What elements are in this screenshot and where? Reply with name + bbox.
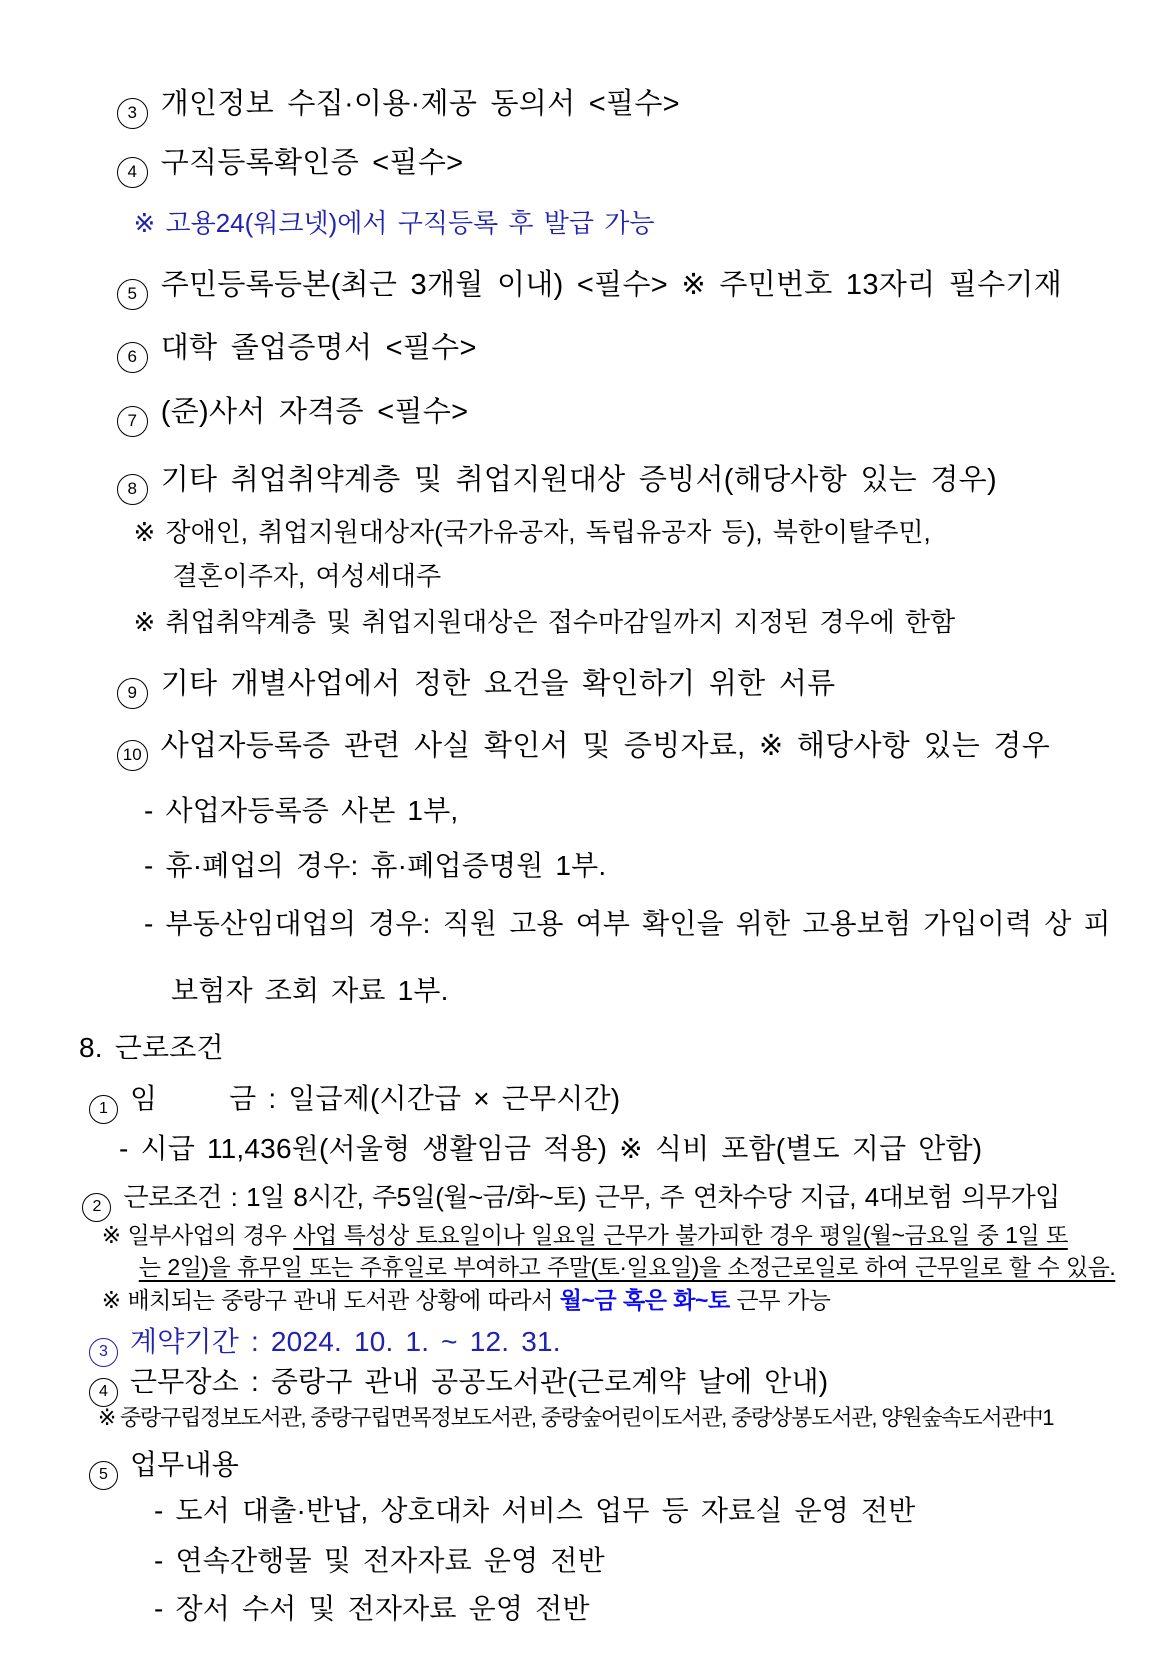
vulnerable-note-line1: ※ 장애인, 취업지원대상자(국가유공자, 독립유공자 등), 북한이탈주민,	[133, 516, 931, 547]
circled-number-icon: 6	[117, 342, 148, 373]
placement-note: ※ 배치되는 중랑구 관내 도서관 상황에 따라서 월~금 혹은 화~토 근무 가능	[101, 1287, 831, 1314]
doc-item-diploma	[90, 299, 477, 373]
doc-item-business-registration	[90, 697, 1050, 771]
circled-number-icon: 10	[117, 740, 148, 771]
doc-item-text: 사업자등록증 관련 사실 확인서 및 증빙자료, ※ 해당사항 있는 경우	[160, 730, 1051, 763]
location-note: ※ 중랑구립정보도서관, 중랑구립면목정보도서관, 중랑숲어린이도서관, 중랑상봉도서관, 양원숲속도서관中1	[97, 1405, 1054, 1431]
contract-period-item: 3 계약기간 : 2024. 10. 1. ~ 12. 31.	[65, 1294, 561, 1367]
circled-number-icon: 4	[117, 157, 148, 188]
vulnerable-note-line3: ※ 취업취약계층 및 취업지원대상은 접수마감일까지 지정된 경우에 한함	[133, 606, 956, 637]
biz-doc-item-continuation: 보험자 조회 자료 1부.	[170, 975, 449, 1007]
biz-doc-item: - 사업자등록증 사본 1부,	[143, 795, 459, 827]
work-location-item: 4 근무장소 : 중랑구 관내 공공도서관(근로계약 날에 안내)	[65, 1334, 828, 1407]
conditions-item: 2 근로조건 : 1일 8시간, 주5일(월~금/화~토) 근무, 주 연차수당 지급, 4대보험 의무가입	[65, 1153, 1060, 1222]
circled-number-icon: 9	[117, 678, 148, 709]
circled-number-icon: 8	[117, 474, 148, 505]
highlighted-schedule-text: 월~금 혹은 화~토	[559, 1287, 730, 1314]
doc-item-text: (준)사서 자격증 <필수>	[160, 396, 469, 429]
duties-item: 5 업무내용	[65, 1417, 239, 1490]
doc-item-text: 기타 취업취약계층 및 취업지원대상 증빙서(해당사항 있는 경우)	[160, 464, 997, 497]
circled-number-icon: 3	[89, 1338, 118, 1367]
duty-item: - 장서 수서 및 전자자료 운영 전반	[153, 1593, 590, 1625]
circled-number-icon: 5	[89, 1461, 118, 1490]
circled-number-icon: 7	[117, 406, 148, 437]
underlined-text: 는 2일)을 휴무일 또는 주휴일로 부여하고 주말(토·일요일)을 소정근로일로 하여 근무일로 할 수 있음.	[138, 1254, 1116, 1281]
wage-item: 1 임 금 : 일급제(시간급 × 근무시간)	[65, 1051, 620, 1124]
weekend-work-note-line1: ※ 일부사업의 경우 사업 특성상 토요일이나 일요일 근무가 불가피한 경우 평일(월~금요일 중 1일 또	[101, 1222, 1068, 1249]
circled-number-icon: 3	[117, 98, 148, 129]
duty-item: - 도서 대출·반납, 상호대차 서비스 업무 등 자료실 운영 전반	[153, 1495, 916, 1527]
circled-number-icon: 1	[89, 1095, 118, 1124]
doc-item-text: 대학 졸업증명서 <필수>	[160, 332, 477, 365]
section-heading-working-conditions: 8. 근로조건	[78, 1032, 224, 1064]
doc-item-text: 개인정보 수집·이용·제공 동의서 <필수>	[160, 88, 680, 121]
duty-item: - 연속간행물 및 전자자료 운영 전반	[153, 1545, 605, 1577]
underlined-text: 사업 특성상 토요일이나 일요일 근무가 불가피한 경우 평일(월~금요일 중 1일 또	[293, 1222, 1068, 1249]
wage-detail: - 시급 11,436원(서울형 생활임금 적용) ※ 식비 포함(별도 지급 안함)	[118, 1133, 983, 1165]
circled-number-icon: 4	[89, 1378, 118, 1407]
circled-number-icon: 2	[82, 1193, 111, 1222]
biz-doc-item: - 휴·폐업의 경우: 휴·폐업증명원 1부.	[143, 850, 607, 882]
doc-item-text: 기타 개별사업에서 정한 요건을 확인하기 위한 서류	[160, 668, 836, 701]
biz-doc-item: - 부동산임대업의 경우: 직원 고용 여부 확인을 위한 고용보험 가입이력 상 피	[143, 908, 1111, 940]
doc-item-job-registration-cert	[90, 114, 463, 188]
doc-item-librarian-license	[90, 363, 468, 437]
circled-number-icon: 5	[117, 279, 148, 310]
doc-item-text: 구직등록확인증 <필수>	[160, 147, 464, 180]
vulnerable-note-line2: 결혼이주자, 여성세대주	[172, 560, 442, 591]
worknet-note: ※ 고용24(워크넷)에서 구직등록 후 발급 가능	[133, 207, 655, 238]
doc-item-text: 주민등록등본(최근 3개월 이내) <필수> ※ 주민번호 13자리 필수기재	[160, 269, 1063, 302]
